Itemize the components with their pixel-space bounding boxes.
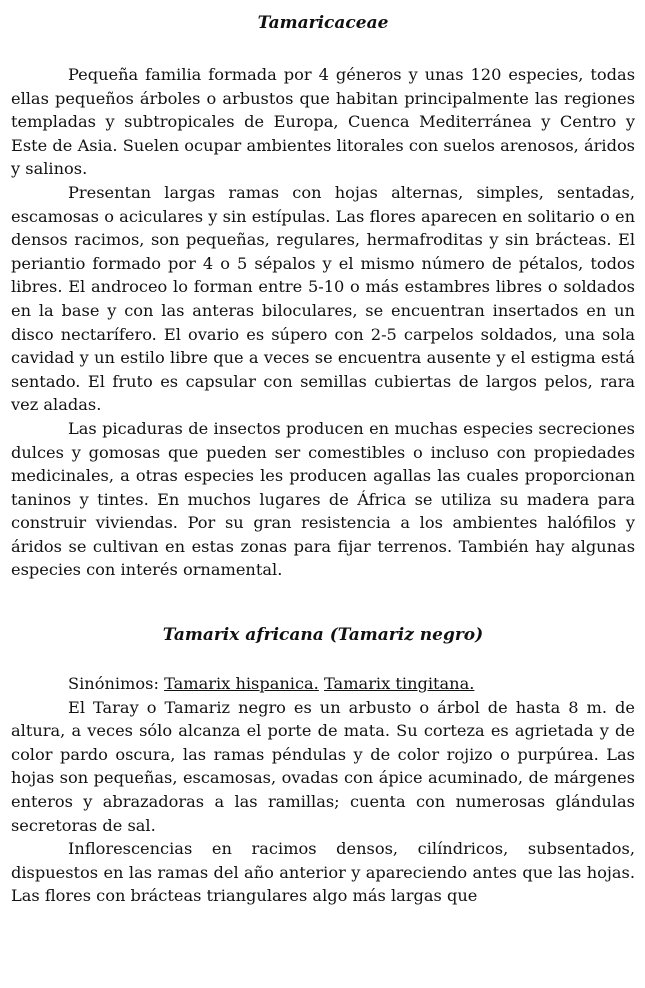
family-paragraph-2: Presentan largas ramas con hojas alternas, simples, sentadas, escamosas o aciculares y sin estípulas. Las flores aparecen en solitario o en densos racimos, son pequeñas, regulares, hermafroditas y sin brácteas. El periantio formado por 4 o 5 sépalos y el mismo número de pétalos, todos libres. El androceo lo forman entre 5-10 o más estambres libres o soldados en la base y con las anteras biloculares, se encuentran insertados en un disco nectarífero. El ovario es súpero con 2-5 carpelos soldados, una sola cavidad y un estilo libre que a veces se encuentra ausente y el estigma está sentado. El fruto es capsular con semillas cubiertas de largos pelos, rara vez aladas. [11, 182, 635, 415]
synonyms-label: Sinónimos: [68, 674, 159, 694]
family-title: Tamaricaceae [257, 13, 389, 33]
synonym-link-tingitana[interactable]: Tamarix tingitana. [324, 674, 475, 694]
family-paragraph-1: Pequeña familia formada por 4 géneros y unas 120 especies, todas ellas pequeños árboles o arbustos que habitan principalmente las regiones templadas y subtropicales de Europa, Cuenca Mediterránea y Centro y Este de Asia. Suelen ocupar ambientes litorales con suelos arenosos, áridos y salinos. [11, 65, 635, 179]
document-page [11, 10, 635, 908]
family-paragraph-3: Las picaduras de insectos producen en muchas especies secreciones dulces y gomosas que pueden ser comestibles o incluso con propiedades medicinales, a otras especies les producen agallas las cuales proporcionan taninos y tintes. En muchos lugares de África se utiliza su madera para construir viviendas. Por su gran resistencia a los ambientes halófilos y áridos se cultivan en estas zonas para fijar terrenos. También hay algunas especies con interés ornamental. [11, 418, 635, 580]
species-title: Tamarix africana (Tamariz negro) [162, 625, 484, 646]
synonyms-line [11, 672, 635, 696]
species-paragraph-2: Inflorescencias en racimos densos, cilíndricos, subsentados, dispuestos en las ramas del año anterior y apareciendo antes que las hojas. Las flores con brácteas triangulares algo más largas que [11, 839, 635, 906]
species-paragraph-1: El Taray o Tamariz negro es un arbusto o árbol de hasta 8 m. de altura, a veces sólo alcanza el porte de mata. Su corteza es agrietada y de color pardo oscura, las ramas péndulas y de color rojizo o purpúrea. Las hojas son pequeñas, escamosas, ovadas con ápice acuminado, de márgenes enteros y abrazadoras a las ramillas; cuenta con numerosas glándulas secretoras de sal. [11, 697, 635, 835]
section-gap [11, 582, 635, 622]
synonym-link-hispanica[interactable]: Tamarix hispanica. [164, 674, 319, 694]
